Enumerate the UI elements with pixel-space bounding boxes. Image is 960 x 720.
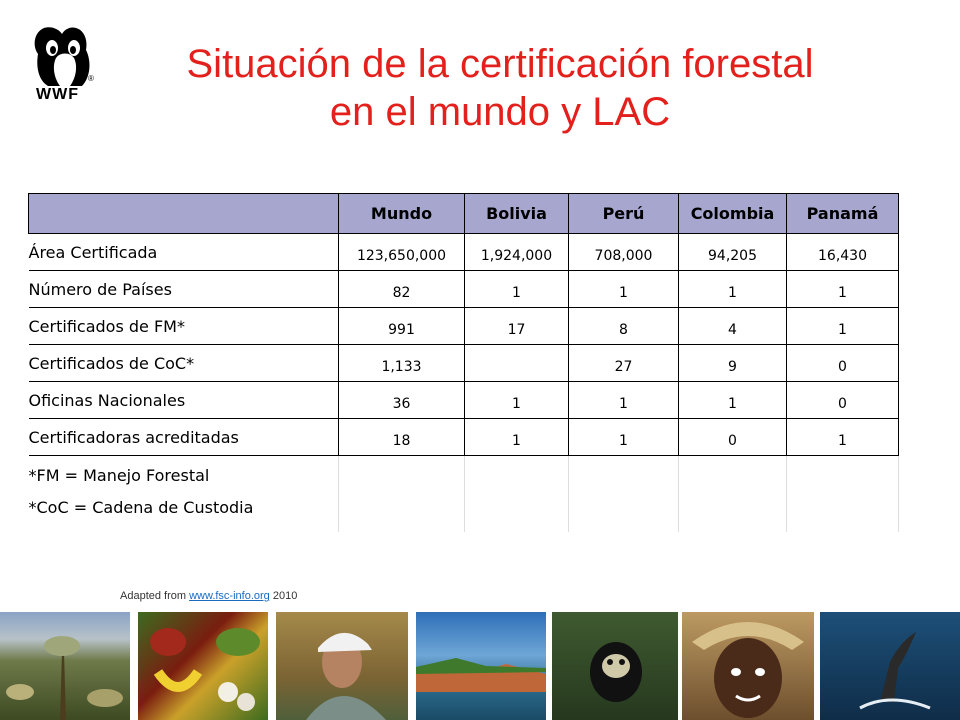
- table-cell: 1: [787, 419, 899, 456]
- page-title: [100, 40, 900, 136]
- coastal-cliffs-photo: [416, 612, 546, 720]
- table-cell: [465, 345, 569, 382]
- table-row: [29, 382, 899, 419]
- table-row: [29, 419, 899, 456]
- table-cell: 1,133: [339, 345, 465, 382]
- table-cell: 708,000: [569, 234, 679, 271]
- table-cell: 1: [465, 382, 569, 419]
- spectacled-bear-photo: [552, 612, 678, 720]
- row-label: Número de Países: [29, 271, 339, 308]
- footnote-coc: *CoC = Cadena de Custodia: [28, 498, 254, 517]
- table-cell: 18: [339, 419, 465, 456]
- table-cell: 94,205: [679, 234, 787, 271]
- paramo-landscape-photo: [0, 612, 130, 720]
- table-cell: 1: [465, 271, 569, 308]
- table-cell: 123,650,000: [339, 234, 465, 271]
- table-cell: 27: [569, 345, 679, 382]
- title-line-2: en el mundo y LAC: [329, 90, 671, 134]
- table-cell: 1,924,000: [465, 234, 569, 271]
- table-cell: 36: [339, 382, 465, 419]
- fruit-market-photo: [138, 612, 268, 720]
- footnote-fm: *FM = Manejo Forestal: [28, 466, 210, 485]
- photo-strip: [0, 612, 960, 720]
- logo-text: WWF: [36, 86, 79, 103]
- table-cell: 82: [339, 271, 465, 308]
- table-cell: 4: [679, 308, 787, 345]
- header-cell-colombia: Colombia: [679, 194, 787, 234]
- header-cell-mundo: Mundo: [339, 194, 465, 234]
- table-row: [29, 271, 899, 308]
- row-label: Oficinas Nacionales: [29, 382, 339, 419]
- empty-cell: [679, 456, 787, 532]
- table-cell: 0: [787, 345, 899, 382]
- source-citation: [120, 590, 297, 602]
- table-cell: 1: [679, 382, 787, 419]
- row-label: Área Certificada: [29, 234, 339, 271]
- table-cell: 1: [465, 419, 569, 456]
- table-row: [29, 234, 899, 271]
- table-cell: 1: [569, 419, 679, 456]
- table-row: [29, 345, 899, 382]
- table-cell: 1: [569, 382, 679, 419]
- registered-mark: ®: [88, 74, 94, 83]
- table-cell: 0: [679, 419, 787, 456]
- header-cell-bolivia: Bolivia: [465, 194, 569, 234]
- source-link[interactable]: www.fsc-info.org: [189, 590, 270, 602]
- table-cell: 1: [787, 271, 899, 308]
- child-with-hat-photo: [682, 612, 814, 720]
- table-row: [29, 308, 899, 345]
- header-cell: [29, 194, 339, 234]
- certification-table: [28, 193, 899, 532]
- table-notes-row: [29, 456, 899, 532]
- row-label: Certificados de FM*: [29, 308, 339, 345]
- source-prefix: Adapted from: [120, 590, 190, 602]
- table-cell: 9: [679, 345, 787, 382]
- source-suffix: 2010: [269, 590, 298, 602]
- table-cell: 16,430: [787, 234, 899, 271]
- table-cell: 1: [787, 308, 899, 345]
- table-cell: 0: [787, 382, 899, 419]
- woman-with-cap-photo: [276, 612, 408, 720]
- whale-tail-photo: [820, 612, 960, 720]
- header-cell-peru: Perú: [569, 194, 679, 234]
- table-header-row: [29, 194, 899, 234]
- header-cell-panama: Panamá: [787, 194, 899, 234]
- table-cell: 991: [339, 308, 465, 345]
- title-line-1: Situación de la certificación forestal: [186, 42, 814, 86]
- table-cell: 1: [569, 271, 679, 308]
- wwf-logo: [30, 22, 100, 108]
- empty-cell: [787, 456, 899, 532]
- row-label: Certificadoras acreditadas: [29, 419, 339, 456]
- footnotes: [29, 456, 339, 532]
- table-cell: 8: [569, 308, 679, 345]
- empty-cell: [339, 456, 465, 532]
- row-label: Certificados de CoC*: [29, 345, 339, 382]
- table-cell: 1: [679, 271, 787, 308]
- empty-cell: [569, 456, 679, 532]
- table-cell: 17: [465, 308, 569, 345]
- empty-cell: [465, 456, 569, 532]
